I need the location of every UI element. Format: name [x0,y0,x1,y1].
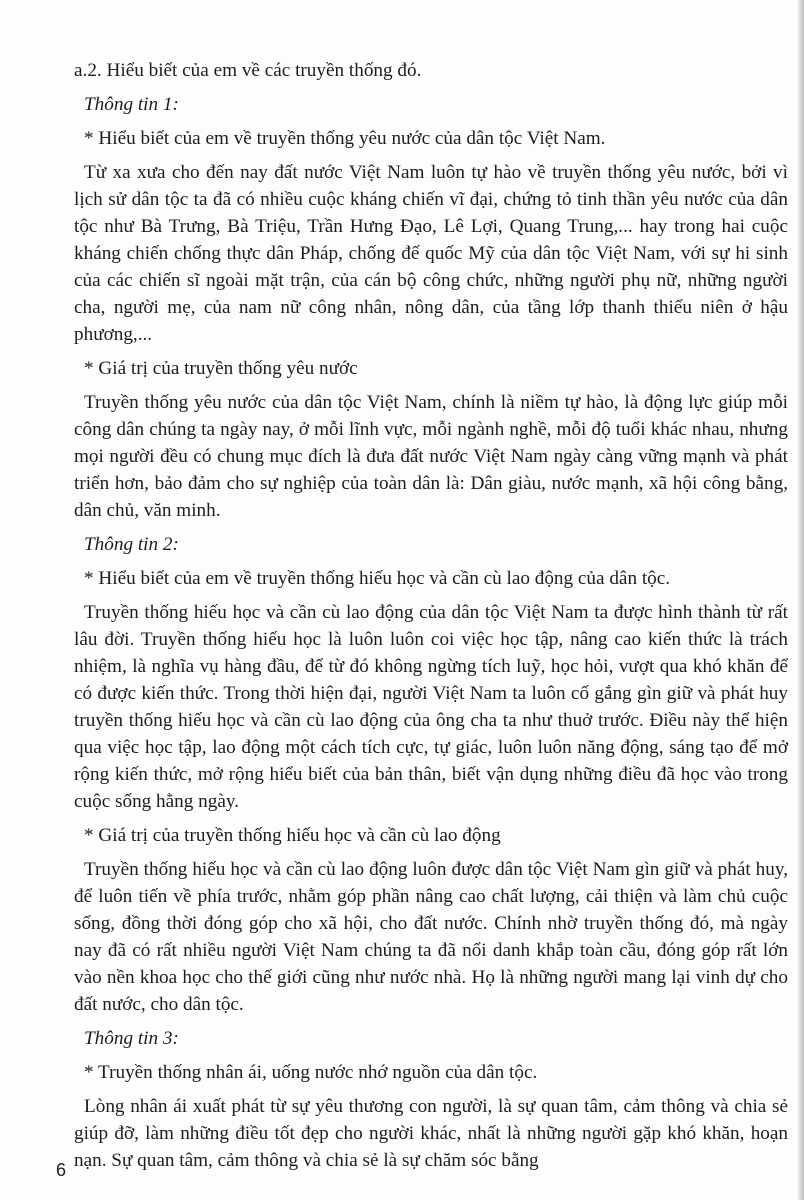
paragraph-learning-tradition: Truyền thống hiếu học và cần cù lao động của dân tộc Việt Nam ta được hình thành từ rất lâu đời. Truyền thống hiếu học là luôn luôn coi việc học tập, nâng cao kiến thức là trách nhiệm, là nghĩa vụ hàng đầu, để từ đó không ngừng tích luỹ, học hỏi, vượt qua khó khăn để có được kiến thức. Trong thời hiện đại, người Việt Nam ta luôn cố gắng gìn giữ và phát huy truyền thống hiếu học và cần cù lao động của ông cha ta như thuở trước. Điều này thể hiện qua việc học tập, lao động một cách tích cực, tự giác, luôn luôn năng động, sáng tạo để mở rộng kiến thức, mở rộng hiểu biết của bản thân, biết vận dụng những điều đã học vào trong cuộc sống hằng ngày. [74,602,788,812]
page-edge-shadow [798,0,804,1200]
page-content [74,57,788,1181]
bullet-patriotism-understanding: * Hiểu biết của em về truyền thống yêu nước của dân tộc Việt Nam. [84,128,606,149]
paragraph-learning-value: Truyền thống hiếu học và cần cù lao động luôn được dân tộc Việt Nam gìn giữ và phát huy, để luôn tiến về phía trước, nhằm góp phần nâng cao chất lượng, cải thiện và làm chủ cuộc sống, đồng thời đóng góp cho xã hội, cho đất nước. Chính nhờ truyền thống đó, mà ngày nay đã có rất nhiều người Việt Nam chúng ta đã nổi danh khắp toàn cầu, đóng góp rất lớn vào nền khoa học cho thế giới cũng như nước nhà. Họ là những người mang lại vinh dự cho đất nước, cho dân tộc. [74,859,788,1015]
bullet-patriotism-value: * Giá trị của truyền thống yêu nước [84,358,358,379]
bullet-learning-understanding: * Hiểu biết của em về truyền thống hiếu học và cần cù lao động của dân tộc. [84,568,671,589]
paragraph-patriotism-history: Từ xa xưa cho đến nay đất nước Việt Nam luôn tự hào về truyền thống yêu nước, bởi vì lịch sử dân tộc ta đã có nhiều cuộc kháng chiến vĩ đại, chứng tỏ tinh thần yêu nước của dân tộc như Bà Trưng, Bà Triệu, Trần Hưng Đạo, Lê Lợi, Quang Trung,... hay trong hai cuộc kháng chiến chống thực dân Pháp, chống đế quốc Mỹ của dân tộc Việt Nam, với sự hi sinh của các chiến sĩ ngoài mặt trận, của cán bộ công chức, những người phụ nữ, những người cha, người mẹ, của nam nữ công nhân, nông dân, của tầng lớp thanh thiếu niên ở hậu phương,... [74,162,788,345]
page-number: 6 [56,1160,67,1180]
paragraph-patriotism-value: Truyền thống yêu nước của dân tộc Việt Nam, chính là niềm tự hào, là động lực giúp mỗi công dân chúng ta ngày nay, ở mỗi lĩnh vực, mỗi ngành nghề, mỗi độ tuổi khác nhau, nhưng mọi người đều có chung mục đích là đưa đất nước Việt Nam ngày càng vững mạnh và phát triển hơn, bảo đảm cho sự nghiệp của toàn dân là: Dân giàu, nước mạnh, xã hội công bằng, dân chủ, văn minh. [74,392,788,521]
info-label-2: Thông tin 2: [84,534,179,555]
info-label-3: Thông tin 3: [84,1028,179,1049]
section-heading: a.2. Hiểu biết của em về các truyền thống đó. [74,60,422,81]
bullet-compassion: * Truyền thống nhân ái, uống nước nhớ nguồn của dân tộc. [84,1062,538,1083]
paragraph-compassion: Lòng nhân ái xuất phát từ sự yêu thương con người, là sự quan tâm, cảm thông và chia sẻ giúp đỡ, làm những điều tốt đẹp cho người khác, nhất là những người gặp khó khăn, hoạn nạn. Sự quan tâm, cảm thông và chia sẻ là sự chăm sóc bằng [74,1096,788,1171]
bullet-learning-value: * Giá trị của truyền thống hiếu học và cần cù lao động [84,825,501,846]
info-label-1: Thông tin 1: [84,94,179,115]
